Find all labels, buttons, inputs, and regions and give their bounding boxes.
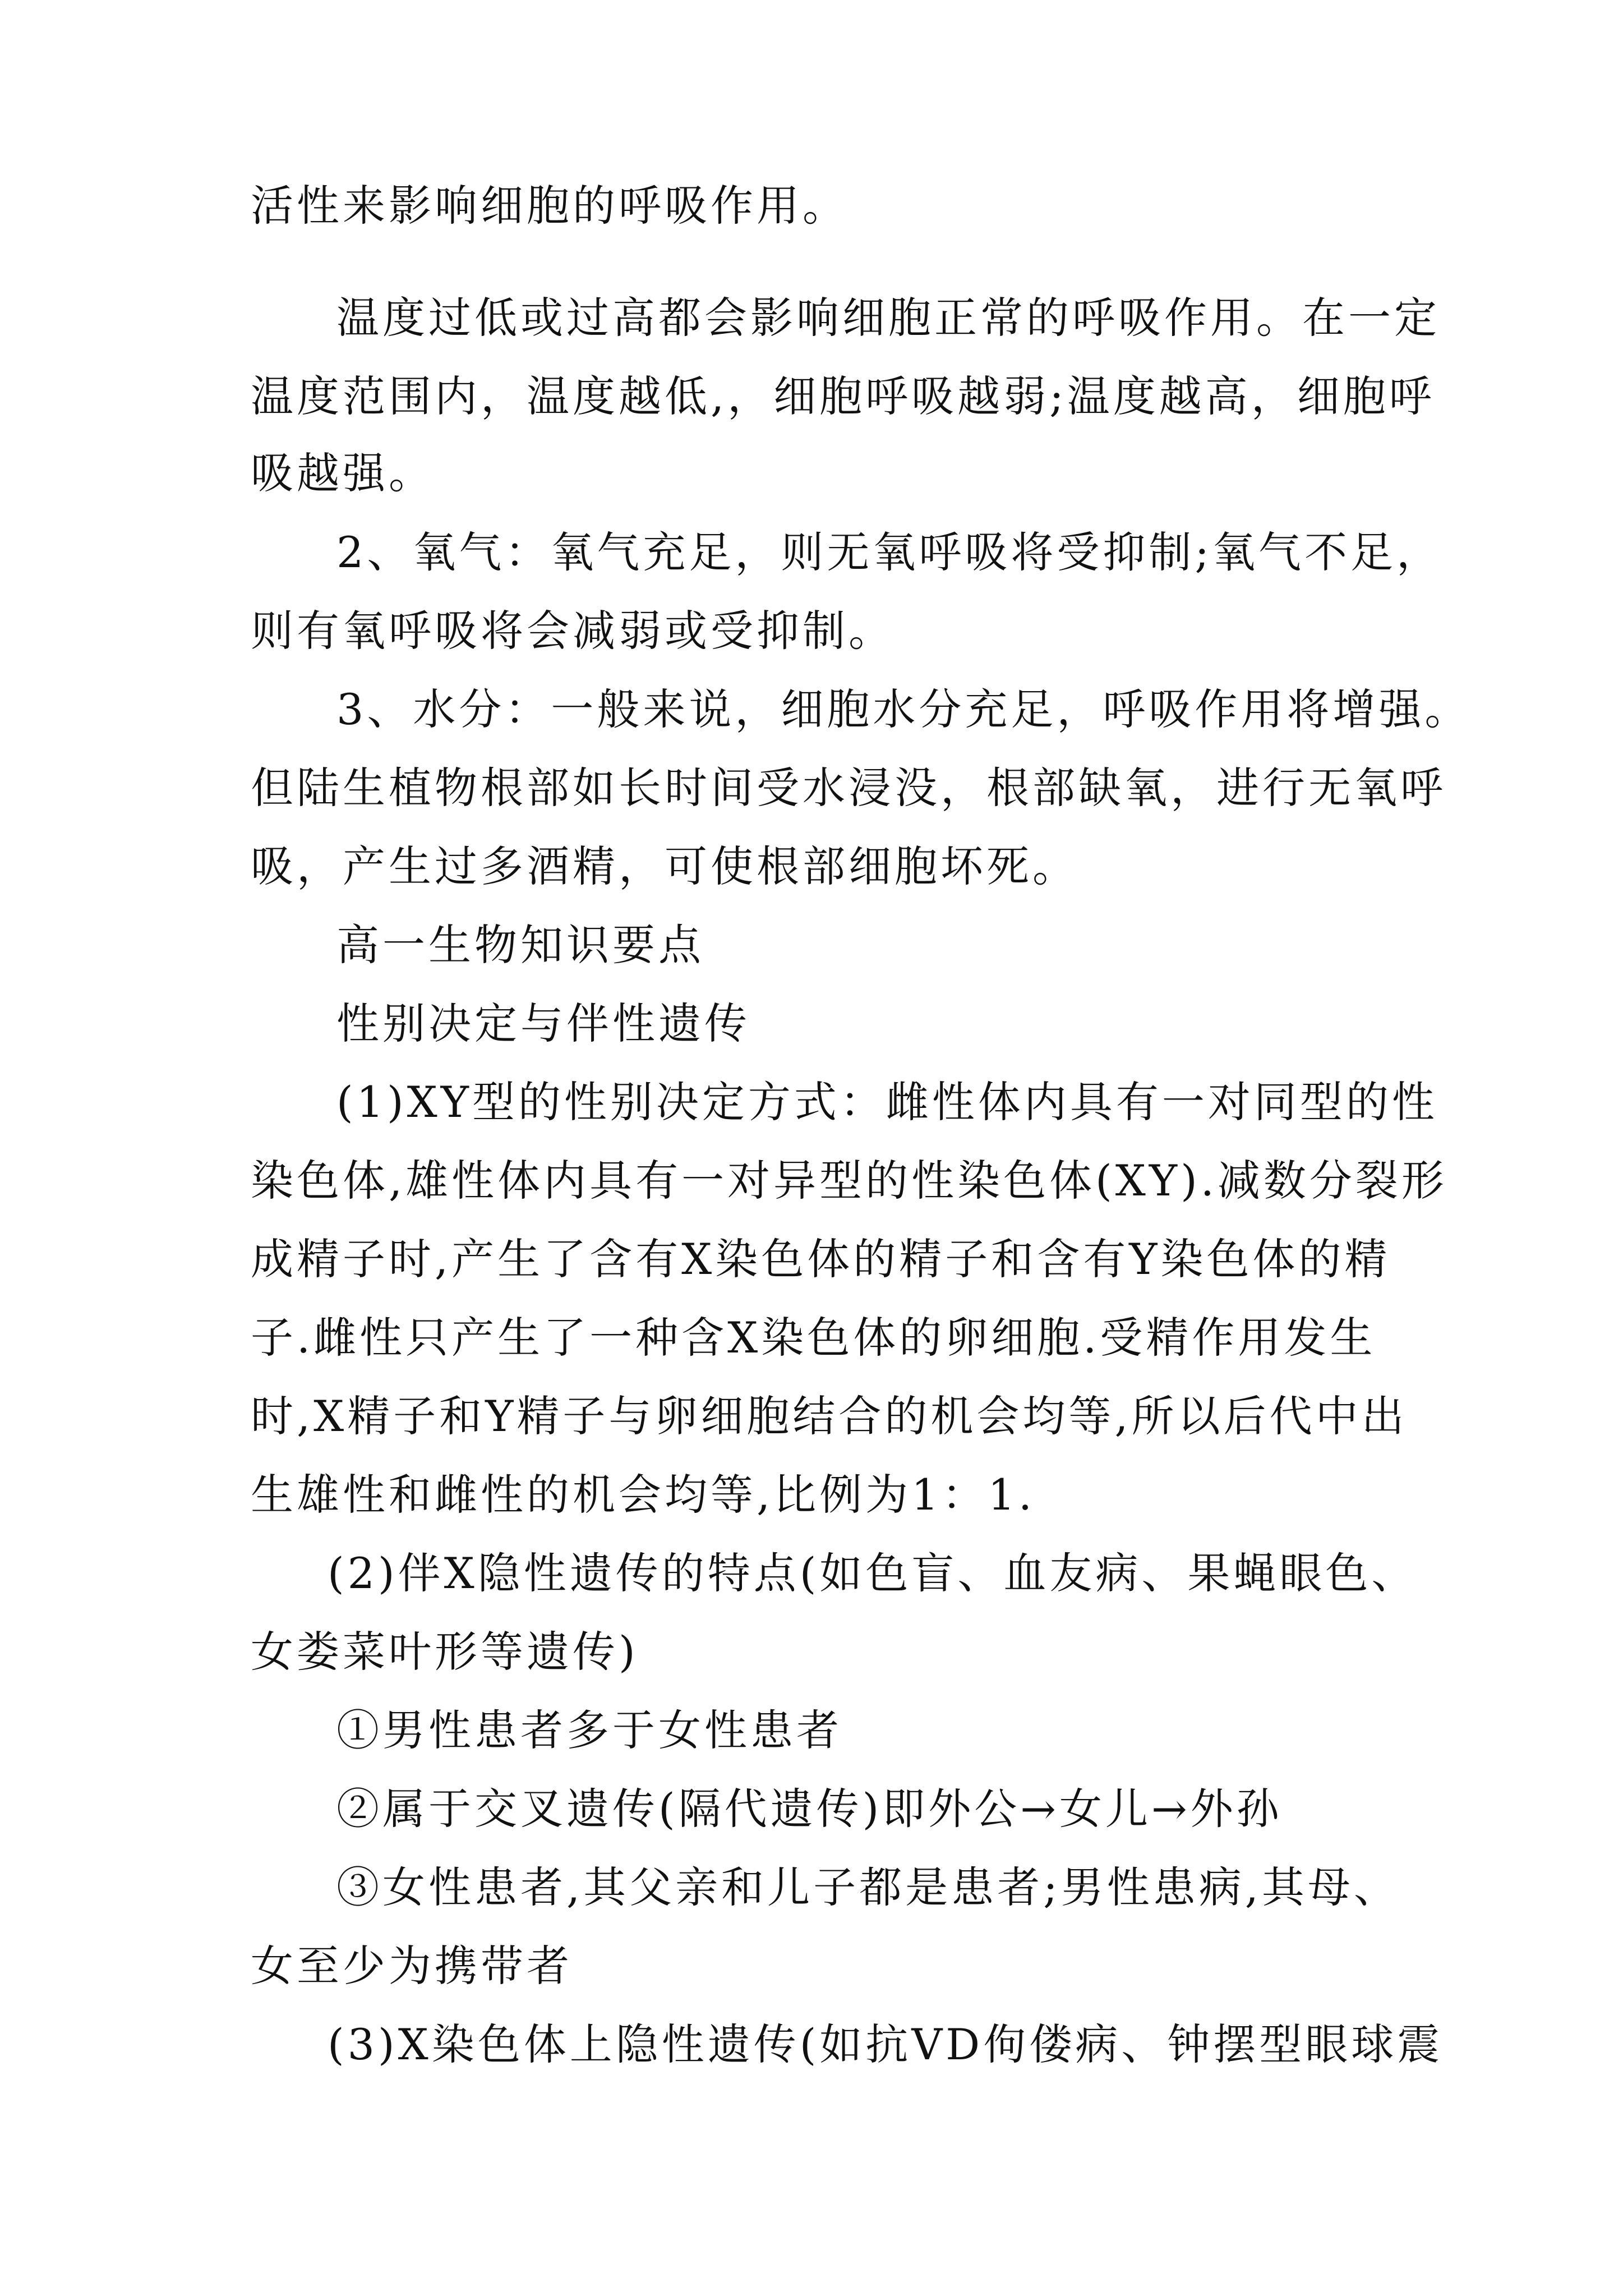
text-line-4: 吸越强。 <box>251 448 435 498</box>
text-line-12: (1)XY型的性别决定方式：雌性体内具有一对同型的性 <box>336 1077 1438 1127</box>
list-item-3: ③女性患者,其父亲和儿子都是患者;男性患病,其母、 <box>336 1862 1400 1912</box>
text-line-14: 成精子时,产生了含有X染色体的精子和含有Y染色体的精 <box>251 1234 1391 1284</box>
text-line-15: 子.雌性只产生了一种含X染色体的卵细胞.受精作用发生 <box>251 1313 1376 1363</box>
text-line-24: (3)X染色体上隐性遗传(如抗VD佝偻病、钟摆型眼球震 <box>328 2019 1444 2069</box>
list-item-1: ①男性患者多于女性患者 <box>336 1705 842 1755</box>
text-line-3: 温度范围内，温度越低,，细胞呼吸越弱;温度越高，细胞呼 <box>251 371 1435 421</box>
text-line-6: 则有氧呼吸将会减弱或受抑制。 <box>251 606 895 656</box>
text-line-16: 时,X精子和Y精子与卵细胞结合的机会均等,所以后代中出 <box>251 1391 1408 1441</box>
text-line-19: 女娄菜叶形等遗传) <box>251 1627 639 1677</box>
text-line-13: 染色体,雄性体内具有一对异型的性染色体(XY).减数分裂形 <box>251 1156 1447 1205</box>
text-line-8: 但陆生植物根部如长时间受水浸没，根部缺氧，进行无氧呼 <box>251 763 1446 813</box>
text-line-2: 温度过低或过高都会影响细胞正常的呼吸作用。在一定 <box>336 293 1440 343</box>
text-line-23: 女至少为携带者 <box>251 1941 573 1991</box>
text-line-1: 活性来影响细胞的呼吸作用。 <box>251 181 849 231</box>
text-line-17: 生雄性和雌性的机会均等,比例为1：1. <box>251 1470 1036 1520</box>
text-line-5: 2、氧气：氧气充足，则无氧呼吸将受抑制;氧气不足， <box>336 527 1442 577</box>
section-heading: 高一生物知识要点 <box>336 920 704 970</box>
text-line-18: (2)伴X隐性遗传的特点(如色盲、血友病、果蝇眼色、 <box>328 1548 1418 1598</box>
list-item-2: ②属于交叉遗传(隔代遗传)即外公→女儿→外孙 <box>336 1784 1283 1834</box>
text-line-9: 吸，产生过多酒精，可使根部细胞坏死。 <box>251 841 1078 891</box>
text-line-7: 3、水分：一般来说，细胞水分充足，呼吸作用将增强。 <box>336 684 1471 734</box>
section-subheading: 性别决定与伴性遗传 <box>336 999 750 1048</box>
